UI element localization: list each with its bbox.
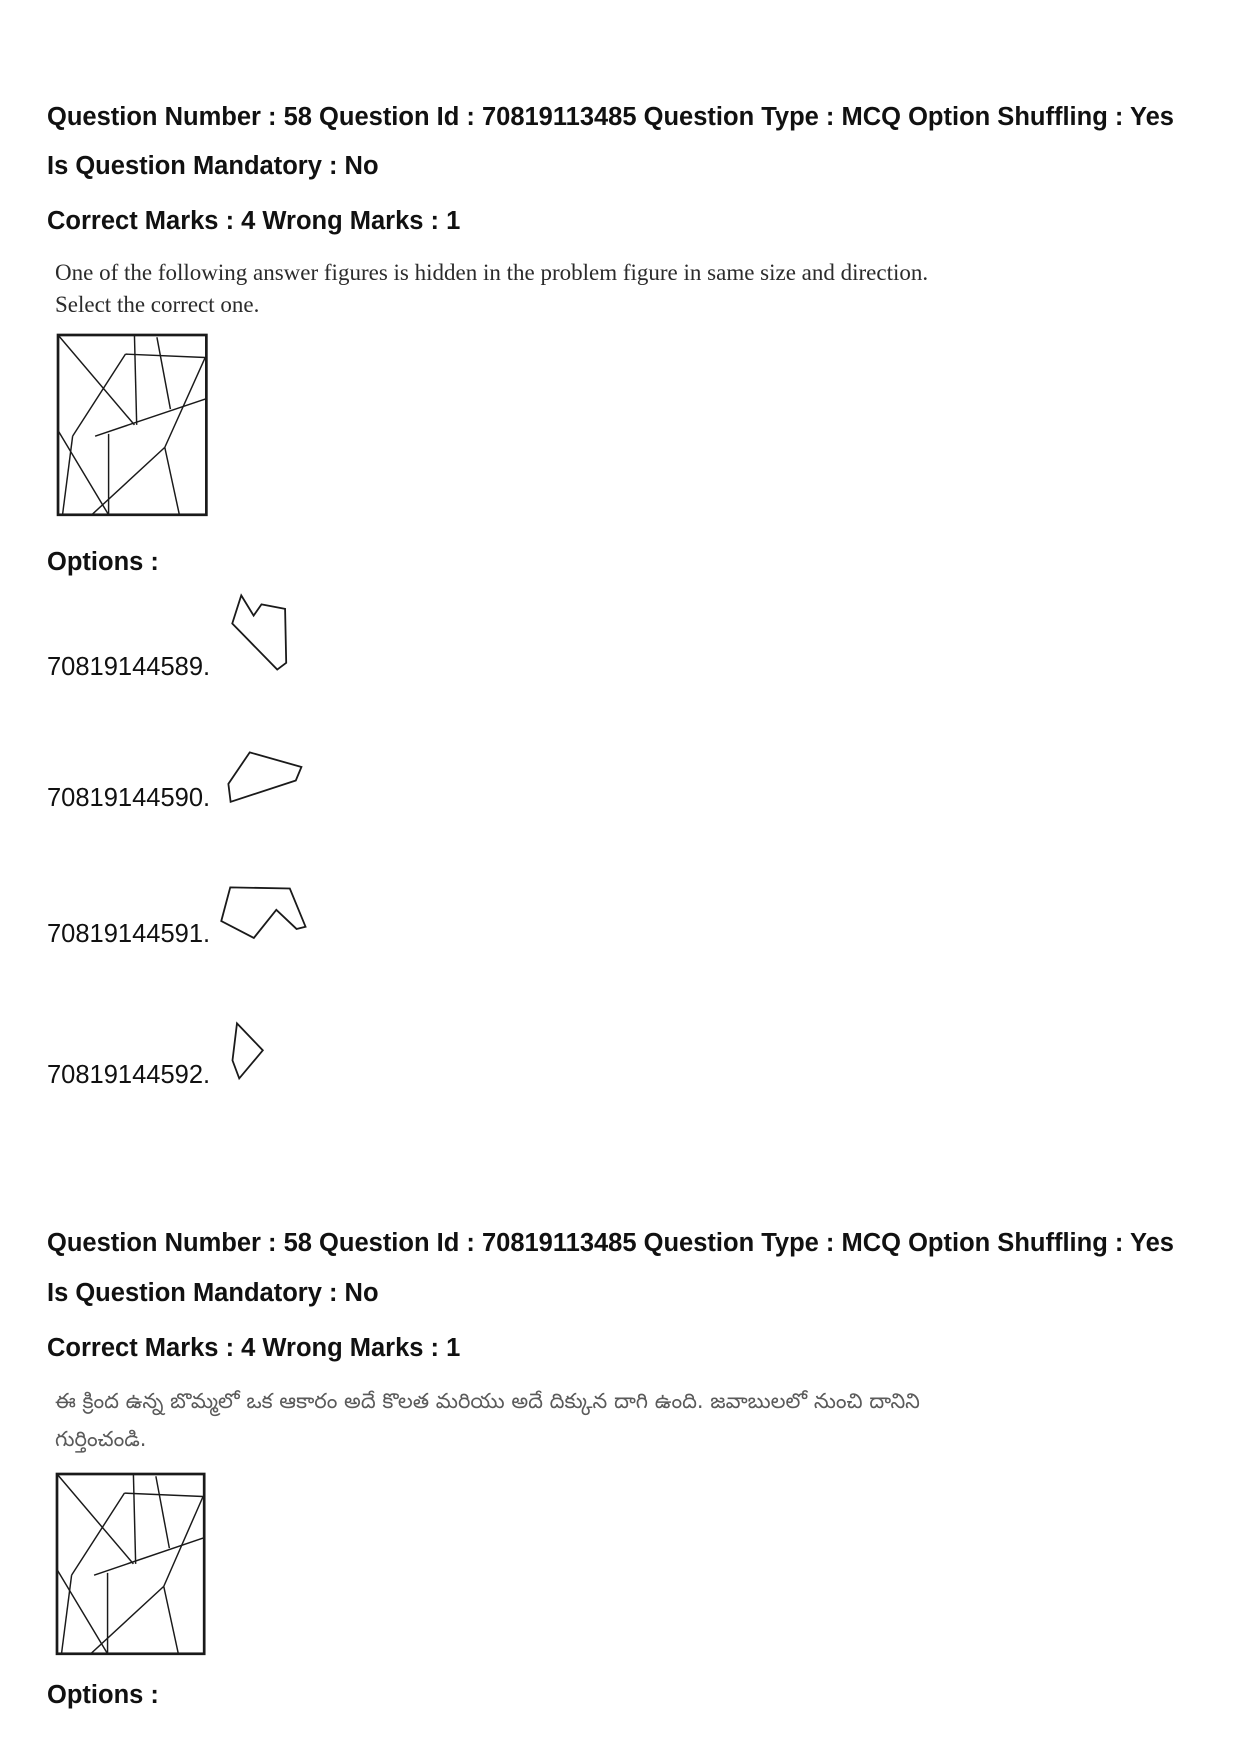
problem-figure xyxy=(57,1474,204,1654)
problem-figure xyxy=(58,335,206,515)
question-text-line-2: Select the correct one. xyxy=(55,292,260,317)
question-marks: Correct Marks : 4 Wrong Marks : 1 xyxy=(47,1334,461,1362)
options-heading: Options : xyxy=(47,1681,159,1709)
question-text-line-1: ఈ క్రింద ఉన్న బొమ్మలో ఒక ఆకారం అదే కొలత మరియు అదే దిక్కున దాగి ఉంది. జవాబులలో నుంచి దానిని xyxy=(55,1389,920,1413)
question-text-line-2: గుర్తించండి. xyxy=(55,1427,147,1451)
option-id-4: 70819144592. xyxy=(47,1061,211,1089)
option-id-3: 70819144591. xyxy=(47,920,211,948)
option-id-1: 70819144589. xyxy=(47,653,211,681)
options-heading: Options : xyxy=(47,548,159,576)
question-header: Question Number : 58 Question Id : 70819113485 Question Type : MCQ Option Shuffling : Yes xyxy=(47,1229,1174,1257)
option-figure-3 xyxy=(219,884,308,940)
option-figure-1 xyxy=(230,592,290,672)
option-figure-2 xyxy=(225,749,305,804)
option-id-2: 70819144590. xyxy=(47,784,211,812)
question-mandatory: Is Question Mandatory : No xyxy=(47,152,379,180)
option-figure-4 xyxy=(228,1020,266,1082)
question-mandatory: Is Question Mandatory : No xyxy=(47,1279,379,1307)
question-header: Question Number : 58 Question Id : 70819113485 Question Type : MCQ Option Shuffling : Yes xyxy=(47,103,1174,131)
question-marks: Correct Marks : 4 Wrong Marks : 1 xyxy=(47,207,461,235)
question-text-line-1: One of the following answer figures is hidden in the problem figure in same size and direction. xyxy=(55,260,929,285)
